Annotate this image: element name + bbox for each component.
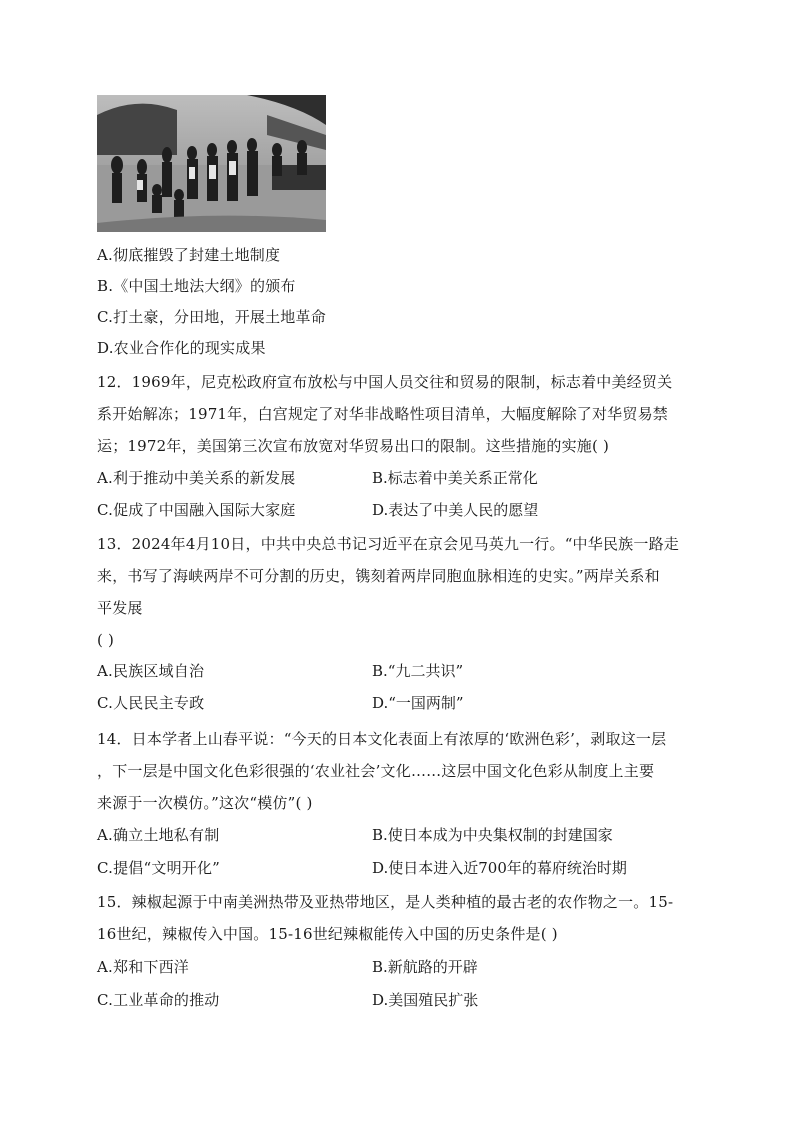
q14-option-b: B.使日本成为中央集权制的封建国家: [372, 826, 613, 844]
q12-stem-line-1: 12．1969年，尼克松政府宣布放松与中国人员交往和贸易的限制，标志着中美经贸关: [97, 373, 673, 391]
illustration-image: [97, 95, 326, 232]
q13-option-d: D.“一国两制”: [372, 694, 464, 712]
q14-stem-line-1: 14．日本学者上山春平说：“今天的日本文化表面上有浓厚的‘欧洲色彩’，剥取这一层: [97, 730, 667, 748]
q12-option-b: B.标志着中美关系正常化: [372, 469, 538, 487]
q15-option-c: C.工业革命的推动: [97, 991, 220, 1009]
q12-stem-line-3: 运；1972年，美国第三次宣布放宽对华贸易出口的限制。这些措施的实施( ): [97, 437, 610, 455]
q12-option-a: A.利于推动中美关系的新发展: [97, 469, 296, 487]
historical-illustration: [97, 95, 326, 232]
prev-option-d: D.农业合作化的现实成果: [97, 339, 266, 357]
prev-option-b: B.《中国土地法大纲》的颁布: [97, 277, 296, 295]
q15-option-a: A.郑和下西洋: [97, 958, 190, 976]
prev-option-a: A.彻底摧毁了封建土地制度: [97, 246, 281, 264]
q12-option-c: C.促成了中国融入国际大家庭: [97, 501, 296, 519]
q12-stem-line-2: 系开始解冻；1971年，白宫规定了对华非战略性项目清单，大幅度解除了对华贸易禁: [97, 405, 668, 423]
q15-stem-line-2: 16世纪，辣椒传入中国。15-16世纪辣椒能传入中国的历史条件是( ): [97, 925, 558, 943]
q13-answer-blank: ( ): [97, 631, 115, 649]
q13-option-c: C.人民民主专政: [97, 694, 205, 712]
q15-stem-line-1: 15．辣椒起源于中南美洲热带及亚热带地区，是人类种植的最古老的农作物之一。15-: [97, 893, 674, 911]
q15-option-b: B.新航路的开辟: [372, 958, 478, 976]
q13-option-b: B.“九二共识”: [372, 662, 464, 680]
q14-option-c: C.提倡“文明开化”: [97, 859, 221, 877]
prev-option-c: C.打土豪，分田地，开展土地革命: [97, 308, 326, 326]
q14-option-d: D.使日本进入近700年的幕府统治时期: [372, 859, 627, 877]
q13-stem-line-3: 平发展: [97, 599, 143, 617]
q13-option-a: A.民族区域自治: [97, 662, 205, 680]
q13-stem-line-1: 13．2024年4月10日，中共中央总书记习近平在京会见马英九一行。“中华民族一路走: [97, 535, 679, 553]
q14-option-a: A.确立土地私有制: [97, 826, 220, 844]
q15-option-d: D.美国殖民扩张: [372, 991, 479, 1009]
q14-stem-line-3: 来源于一次模仿。”这次“模仿”( ): [97, 794, 313, 812]
q13-stem-line-2: 来，书写了海峡两岸不可分割的历史，镌刻着两岸同胞血脉相连的史实。”两岸关系和: [97, 567, 660, 585]
q12-option-d: D.表达了中美人民的愿望: [372, 501, 539, 519]
q14-stem-line-2: ，下一层是中国文化色彩很强的‘农业社会’文化……这层中国文化色彩从制度上主要: [97, 762, 655, 780]
